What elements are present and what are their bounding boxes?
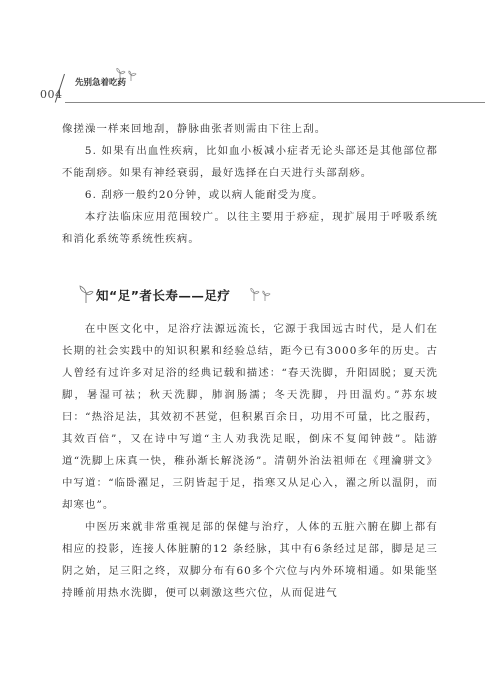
sprout-icon — [250, 288, 272, 302]
paragraph: 5. 如果有出血性疾病，比如血小板减小症者无论头部还是其他部位都不能刮痧。如果有神经衰弱，最好选择在白天进行头部刮痧。 — [62, 145, 438, 179]
section-heading — [78, 282, 458, 308]
sprout-icon — [116, 68, 138, 82]
top-text-block — [62, 118, 438, 250]
paragraph: 6. 刮痧一般约20分钟，或以病人能耐受为度。 — [84, 189, 324, 201]
page-number: 004 — [40, 88, 63, 101]
paragraph: 本疗法临床应用范围较广。以往主要用于痧症，现扩展用于呼吸系统和消化系统等系统性疾病。 — [62, 211, 438, 245]
paragraph: 中医历来就非常重视足部的保健与治疗，人体的五脏六腑在脚上都有相应的投影，连接人体脏腑的12 条经脉，其中有6条经过足部，脚是足三阴之始，足三阳之终，双脚分布有60多个穴位与内外环境相通。如果能坚持睡前用热水洗脚，便可以刺激这些穴位，从而促进气 — [62, 521, 438, 599]
section-title: 知“足”者长寿——足疗 — [96, 288, 231, 303]
body-text-block — [62, 318, 438, 604]
page-header — [40, 62, 470, 102]
paragraph: 像搓澡一样来回地刮，静脉曲张者则需由下往上刮。 — [62, 123, 327, 135]
header-rule — [65, 102, 485, 103]
sprout-icon — [78, 284, 94, 304]
paragraph: 在中医文化中，足浴疗法源远流长，它源于我国远古时代，是人们在长期的社会实践中的知识积累和经验总结，距今已有3000多年的历史。古人曾经有过许多对足浴的经典记载和描述：“春天洗脚，升阳固脱；夏天洗脚，暑湿可祛；秋天洗脚，肺润肠濡；冬天洗脚，丹田温灼。”苏东坡曰：“热浴足法，其效初不甚觉，但积累百余日，功用不可量，比之服药，其效百倍”，又在诗中写道“主人劝我洗足眠，倒床不复闻钟鼓”。陆游道“洗脚上床真一快，稚孙渐长解浇汤”。清朝外治法祖师在《理瀹骈文》中写道：“临卧濯足，三阴皆起于足，指寒又从足心入，濯之所以温阴，而却寒也”。 — [62, 323, 438, 511]
book-title: 先别急着吃药 — [75, 78, 127, 88]
